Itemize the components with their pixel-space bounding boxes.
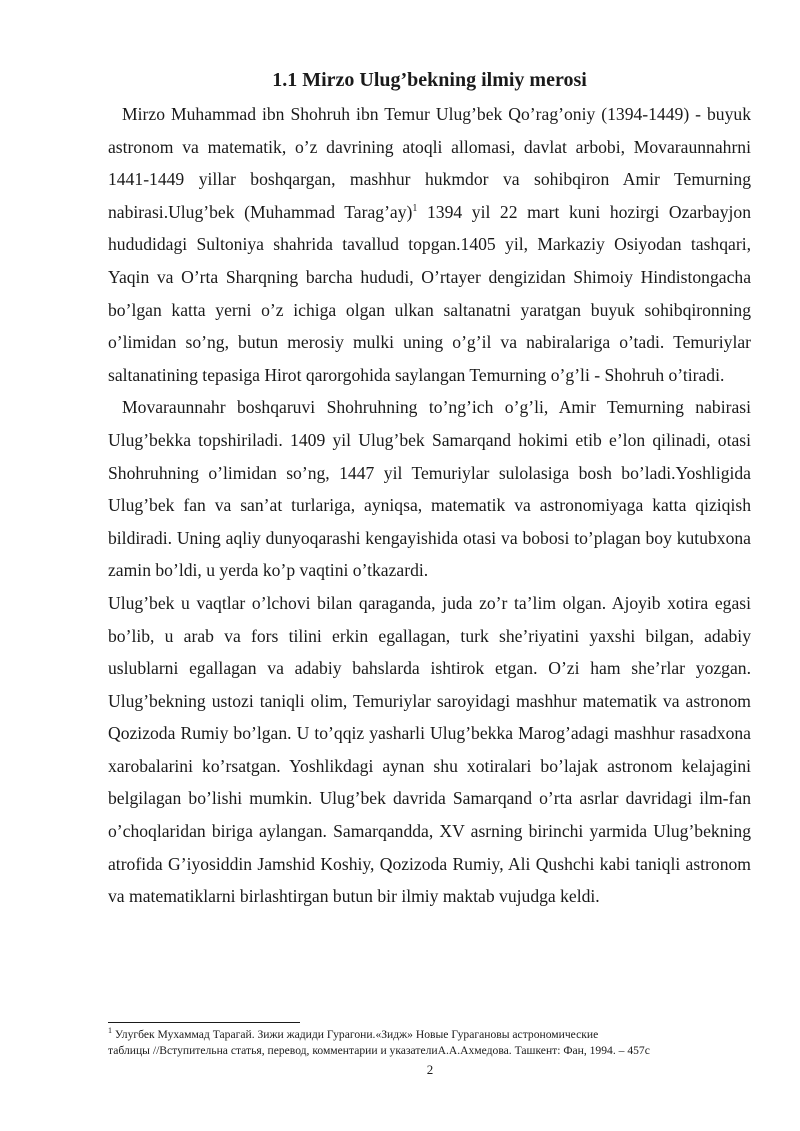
paragraph-3: Ulug’bek u vaqtlar o’lchovi bilan qaraganda, juda zo’r ta’lim olgan. Ajoyib xotira egasi bo’lib, u arab va fors tilini erkin egallagan, turk she’riyatini yaxshi bilgan, adabiy uslublarni egallagan va adabiy bahslarda ishtirok etgan. O’zi ham she’rlar yozgan. Ulug’bekning ustozi taniqli olim, Temuriylar saroyidagi mashhur matematik va astronom Qozizoda Rumiy bo’lgan. U to’qqiz yasharli Ulug’bekka Marog’adagi mashhur rasadxona xarobalarini ko’rsatgan. Yoshlikdagi aynan shu xotiralari bo’lajak astronom kelajagini belgilagan bo’lishi mumkin. Ulug’bek davrida Samarqand o’rta asrlar davridagi ilm-fan o’choqlaridan biriga aylangan. Samarqandda, XV asrning birinchi yarmida Ulug’bekning atrofida G’iyosiddin Jamshid Koshiy, Qozizoda Rumiy, Ali Qushchi kabi taniqli astronom va matematiklarni birlashtirgan butun bir ilmiy maktab vujudga keldi. <box>108 592 751 907</box>
footnote-marker: 1 <box>108 1026 112 1036</box>
footnote-line-1 <box>108 1027 758 1043</box>
footnote-text-1: Улугбек Мухаммад Тарагай. Зижи жадиди Гурагони.«Зидж» Новые Гурагановы астрономические <box>112 1028 599 1041</box>
document-page <box>108 66 751 913</box>
paragraph-1-text-a: Mirzo Muhammad ibn Shohruh ibn Temur Ulug’bek Qo’rag’oniy (1394-1449) - buyuk astronom va matematik, o’z davrining atoqli allomasi, davlat arbobi, Movaraunnahrni 1441-1449 yillar boshqargan, mashhur hukmdor va sohibqiron Amir Temurning nabirasi.Ulug’bek (Muhammad Tarag’ay) <box>108 104 751 222</box>
paragraph-1 <box>108 98 751 391</box>
paragraph-1-text-b: 1394 yil 22 mart kuni hozirgi Ozarbayjon hududidagi Sultoniya shahrida tavallud topgan.1405 yil, Markaziy Osiyodan tashqari, Yaqin va O’rta Sharqning barcha hududi, O’rtayer dengizidan Shimoiy Hindistongacha bo’lgan katta yerni o’z ichiga olgan ulkan saltanatni yaratgan buyuk sohibqironning o’limidan so’ng, butun merosiy mulki uning o’g’il va nabiralariga o’tadi. Temuriylar saltanatining tepasiga Hirot qarorgohida saylangan Temurning o’g’li - Shohruh o’tiradi. <box>108 201 751 385</box>
footnote-reference[interactable]: 1 <box>412 202 418 214</box>
paragraph-2: Movaraunnahr boshqaruvi Shohruhning to’ng’ich o’g’li, Amir Temurning nabirasi Ulug’bekka topshiriladi. 1409 yil Ulug’bek Samarqand hokimi etib e’lon qilinadi, otasi Shohruhning o’limidan so’ng, 1447 yil Temuriylar sulolasiga bosh bo’ladi.Yoshligida Ulug’bek fan va san’at turlariga, ayniqsa, matematik va astronomiyaga katta qiziqish bildiradi. Uning aqliy dunyoqarashi kengayishida otasi va bobosi to’plagan boy kutubxona zamin bo’ldi, u yerda ko’p vaqtini o’tkazardi. <box>108 397 751 581</box>
footnote-line-2: таблицы //Вступительна статья, перевод, комментарии и указателиА.А.Ахмедова. Ташкент: Фан, 1994. – 457с <box>108 1044 650 1057</box>
footnote <box>108 1027 758 1059</box>
page-number: 2 <box>426 1062 434 1077</box>
section-heading: 1.1 Mirzo Ulug’bekning ilmiy merosi <box>272 69 587 91</box>
footnote-separator <box>108 1022 300 1023</box>
